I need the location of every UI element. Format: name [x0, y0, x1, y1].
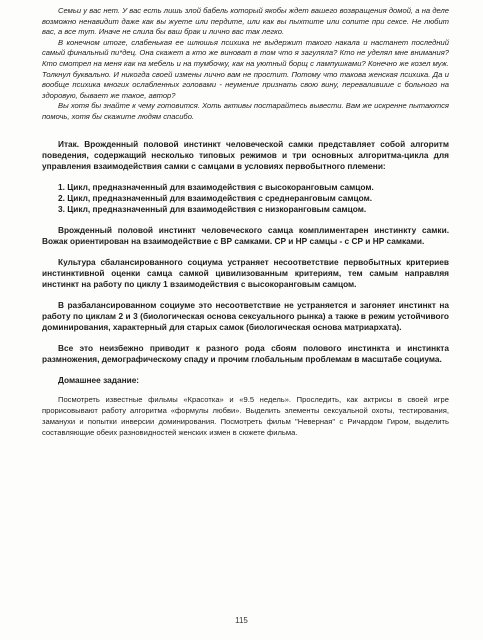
- bold-paragraph: Все это неизбежно приводит к разного рода сбоям полового инстинкта и инстинкта размножения, демографическому спаду и прочим глобальным проблемам в масштабе социума.: [42, 342, 449, 364]
- homework-title: Домашнее задание:: [58, 374, 140, 385]
- italic-text-block: [42, 6, 449, 123]
- cycle-item: 3. Цикл, предназначенный для взаимодействия с низкоранговым самцом.: [58, 203, 367, 214]
- italic-paragraph: Вы хотя бы знайте к чему готовится. Хоть активы постарайтесь вывести. Вам же искренне пытаются помочь, хотя бы скажите людям спасибо.: [42, 101, 449, 121]
- bold-paragraph: В разбалансированном социуме это несоответствие не устраняется и загоняет инстинкт на работу по циклам 2 и 3 (биологическая основа сексуального рынка) а также в режим устойчивого доминирования, характерный для старых самок (биологическая основа матриархата).: [42, 299, 449, 332]
- cycle-list: [42, 182, 449, 215]
- page-number: 115: [235, 616, 248, 625]
- bold-text-block: [42, 139, 449, 365]
- italic-paragraph: В конечном итоге, слабенькая ее шлюшья психика не выдержит такого накала и настанет последний самый финальный пи*дец. Она скажет а кто же виноват в том что я загуляла? Кто не уделял мне внимания? Кто смотрел на меня как на мебель и на тумбочку, как на уютный борщ с лампушками? Конечно же козел муж. Толкнул буквально. И никогда своей измены лично вам не простит. Потому что такова женская психика. Да и вообще психика многих ослабленных головами - неумение признать свою вину, перевалившие с больного на здоровую, бывает же такое, автор?: [42, 37, 449, 100]
- italic-paragraph: Семьи у вас нет. У вас есть лишь злой бабель который якобы ждет вашего возвращения домой, а на деле возможно ненавидит даже как вы жуете или пердите, или как вы пыхтите или сопите при сексе. Не любит вас, а все тут. Иначе не слила бы ваш брак и лично вас так легко.: [42, 6, 449, 37]
- homework-text: Посмотреть известные фильмы «Красотка» и «9.5 недель». Проследить, как актрисы в своей игре прорисовывают работу алгоритма «формулы любви». Выделить элементы сексуальной охоты, тестирования, заманухи и попытки инверсии доминирования. Посмотреть фильм "Неверная" с Ричардом Гиром, выделить составляющие обеих разновидностей женских измен в сюжете фильма.: [42, 394, 449, 437]
- bold-paragraph: Культура сбалансированного социума устраняет несоответствие первобытных критериев инстинктивной оценки самца самкой цивилизованным критериям, тем самым направляя инстинкт на работу по циклу 1 взаимодействия с высокоранговым самцом.: [42, 256, 449, 289]
- cycle-item: 2. Цикл, предназначенный для взаимодействия с среднеранговым самцом.: [58, 192, 373, 203]
- bold-paragraph: Врожденный половой инстинкт человеческого самца комплиментарен инстинкту самки. Вожак ориентирован на взаимодействие с ВР самками. СР и НР самцы - с СР и НР самками.: [42, 224, 449, 246]
- intro-paragraph: Итак. Врожденный половой инстинкт человеческой самки представляет собой алгоритм поведения, содержащий несколько типовых режимов и три основных алгоритма-цикла для управления взаимодействия самки с самцами в условиях первобытного племени:: [42, 138, 449, 171]
- cycle-item: 1. Цикл, предназначенный для взаимодействия с высокоранговым самцом.: [58, 181, 374, 192]
